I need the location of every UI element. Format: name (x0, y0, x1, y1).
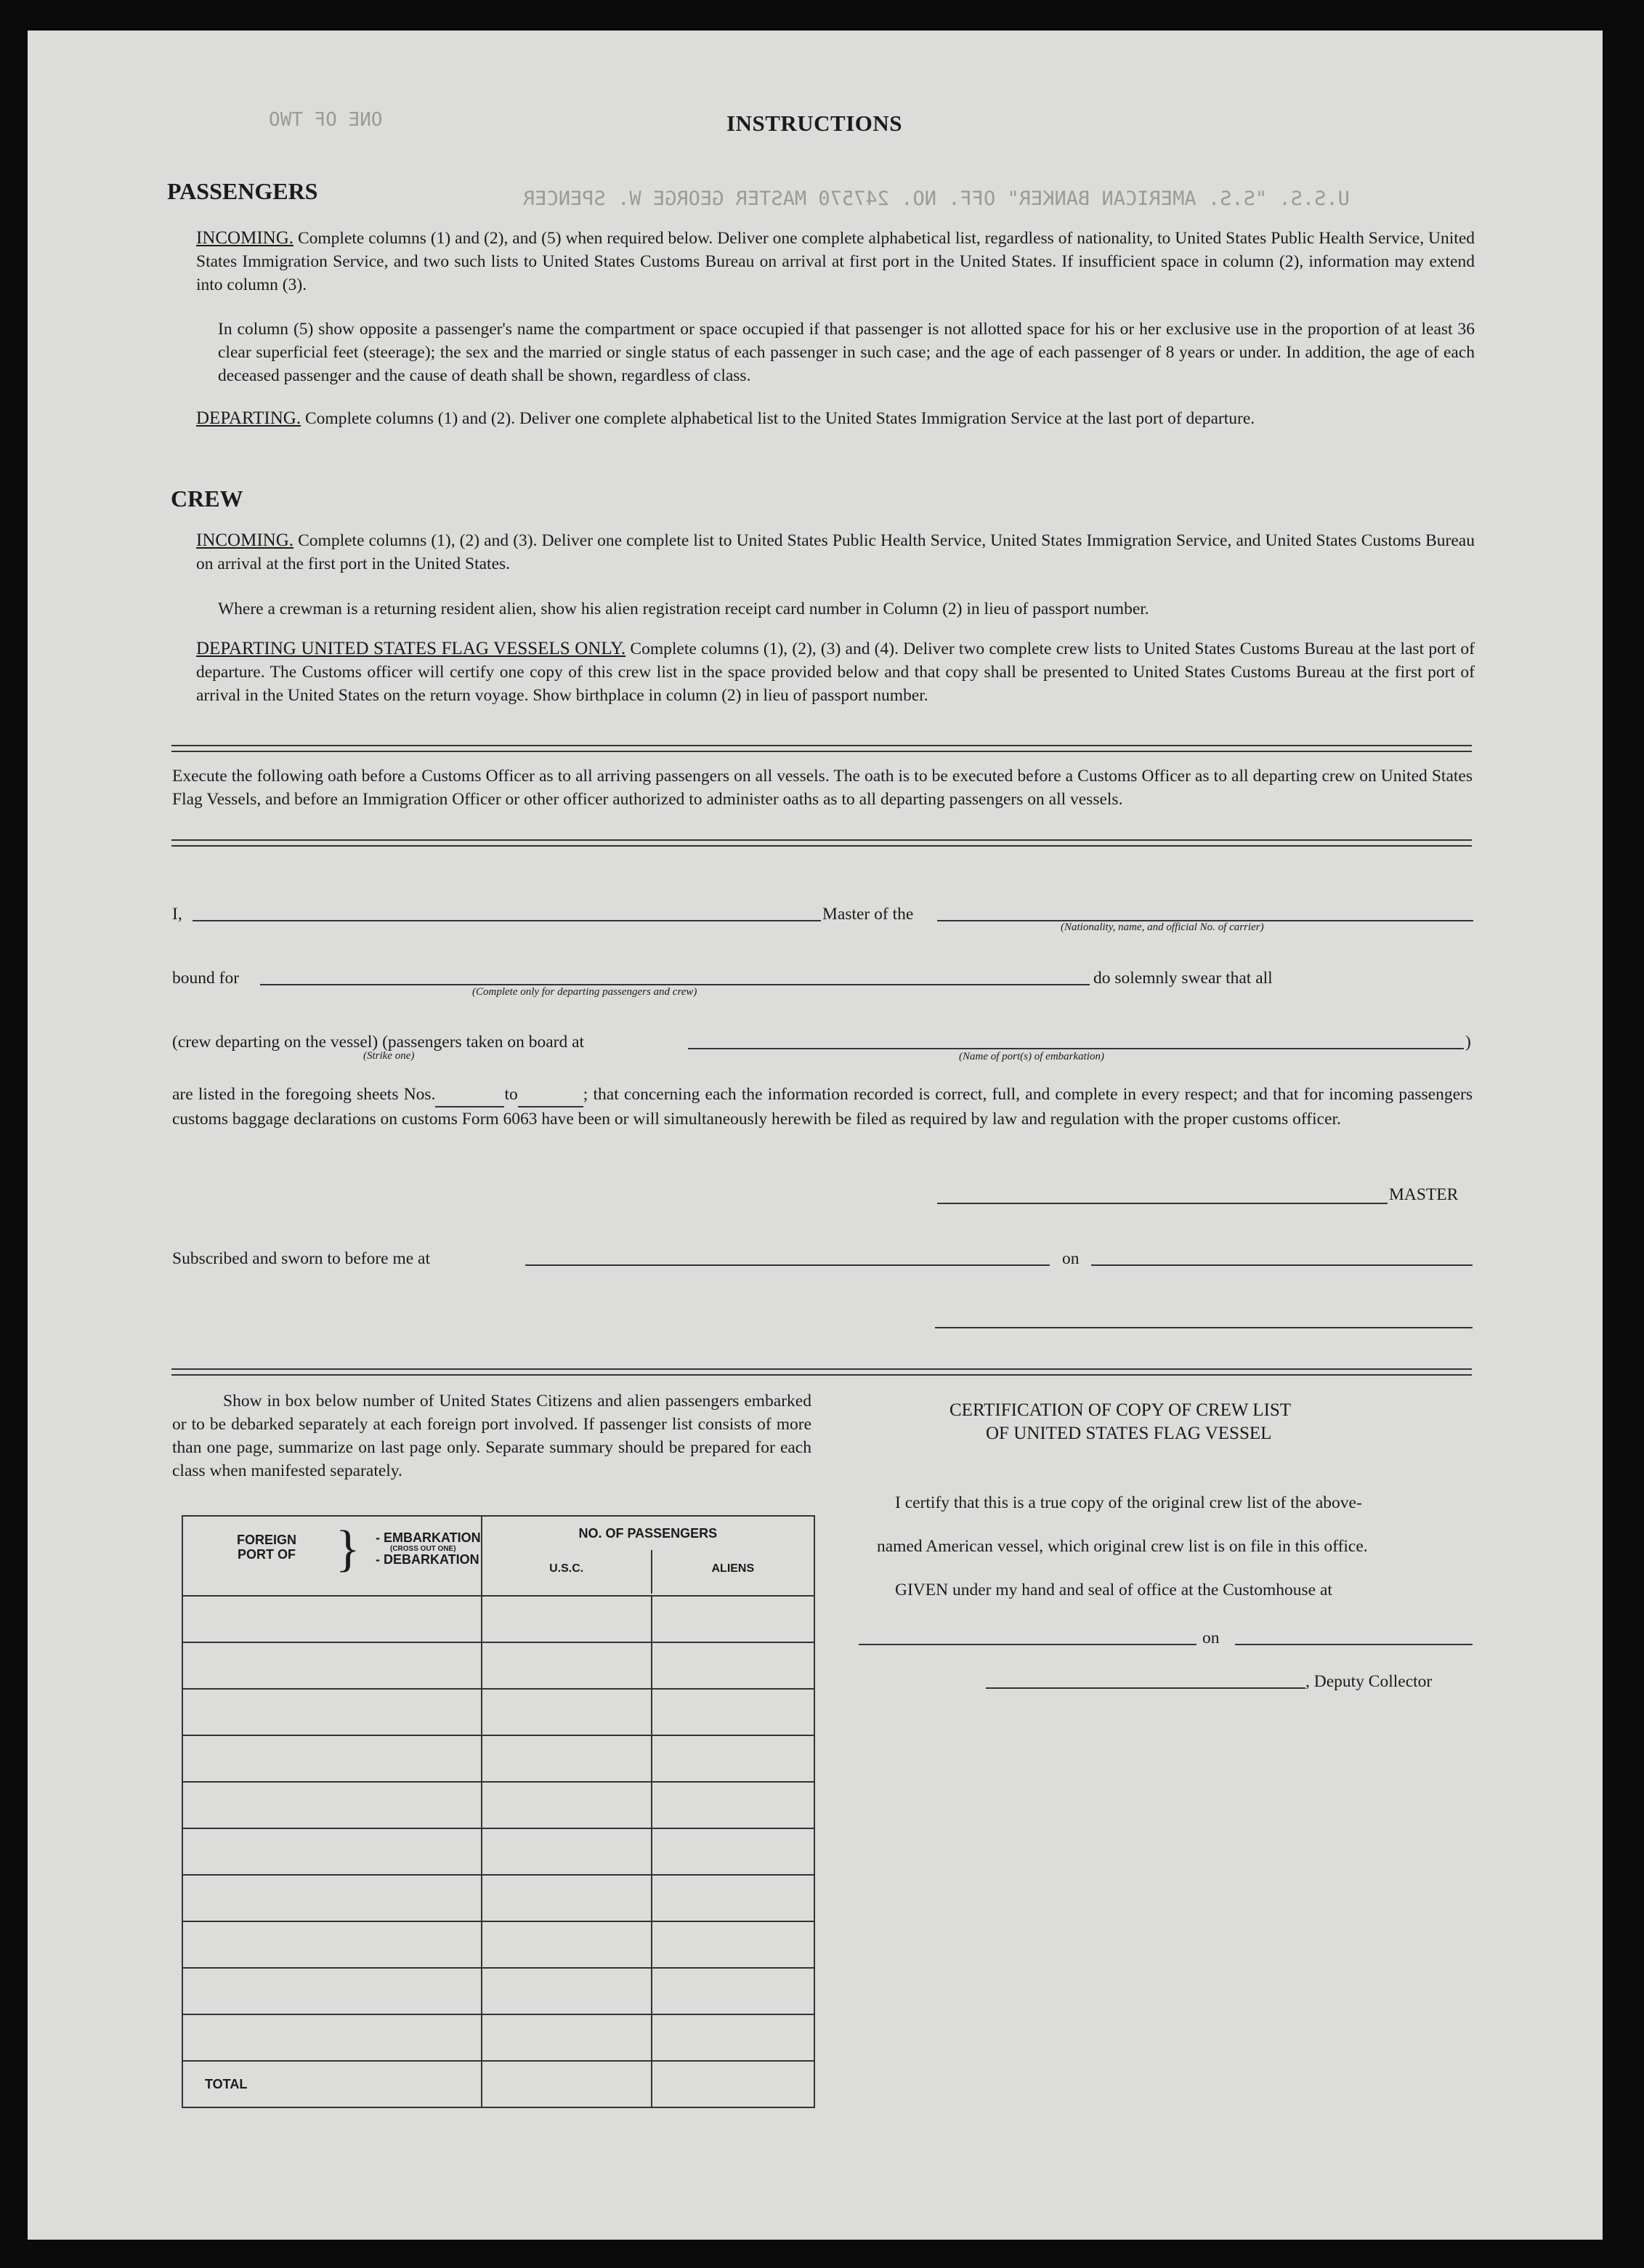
sworn-date-field[interactable] (1091, 1264, 1473, 1266)
master-of-label: Master of the (822, 905, 914, 924)
crew-departing-paragraph (196, 637, 1475, 707)
master-name-field[interactable] (193, 920, 821, 921)
customhouse-field[interactable] (859, 1644, 1196, 1645)
table-row (182, 1689, 814, 1735)
table-row (182, 1921, 814, 1968)
brace-glyph: } (336, 1521, 360, 1577)
passengers-departing-label: DEPARTING. (196, 408, 301, 428)
passengers-departing-paragraph (196, 407, 1475, 430)
page-title: INSTRUCTIONS (726, 110, 903, 136)
subscribed-label: Subscribed and sworn to before me at (172, 1249, 431, 1268)
passengers-departing-text: Complete columns (1) and (2). Deliver one complete alphabetical list to the United States Immigration Service at the last port of departure. (305, 409, 1255, 428)
carrier-note: (Nationality, name, and official No. of carrier) (1061, 921, 1264, 933)
embark-debark-header: } - EMBARKATION (CROSS OUT ONE) - DEBARKATION (350, 1516, 482, 1596)
oath-i-label: I, (172, 905, 182, 924)
listed-paragraph (172, 1083, 1473, 1131)
divider-double (171, 1368, 1472, 1376)
certification-line-1: I certify that this is a true copy of the original crew list of the above- (895, 1493, 1362, 1512)
sworn-on-label: on (1062, 1249, 1080, 1268)
aliens-header: ALIENS (651, 1550, 814, 1594)
bleed-through-top-left: ONE OF TWO (269, 109, 383, 131)
sheet-from-field[interactable] (435, 1083, 504, 1107)
listed-to: to (504, 1085, 518, 1104)
certification-heading-2: OF UNITED STATES FLAG VESSEL (986, 1424, 1272, 1443)
crew-passengers-label: (crew departing on the vessel) (passengers taken on board at (172, 1033, 585, 1052)
deputy-collector-label: , Deputy Collector (1305, 1672, 1433, 1691)
crew-departing-text: Complete columns (1), (2), (3) and (4). Deliver two complete crew lists to United States Customs Bureau at the last port of departure. The Customs officer will certify one copy of this crew list in the space provided below and that copy shall be presented to United States Customs Bureau at the first port of arrival in the United States on the return voyage. Show birthplace in column (2) in lieu of passport number. (196, 639, 1475, 705)
table-row (182, 2014, 814, 2061)
crew-incoming-text: Complete columns (1), (2) and (3). Deliver one complete list to United States Public Health Service, United States Immigration Service, and United States Customs Bureau on arrival at the first port in the United States. (196, 531, 1475, 573)
sworn-location-field[interactable] (525, 1264, 1050, 1266)
table-row (182, 1782, 814, 1828)
embarkation-ports-field[interactable] (688, 1048, 1464, 1049)
no-passengers-header: NO. OF PASSENGERS U.S.C. ALIENS (482, 1516, 814, 1596)
strike-one-note: (Strike one) (363, 1050, 415, 1062)
master-label: MASTER (1389, 1185, 1459, 1204)
usc-header: U.S.C. (549, 1562, 584, 1575)
divider-double (171, 745, 1472, 752)
close-paren: ) (1465, 1033, 1471, 1052)
deputy-collector-signature-field[interactable] (986, 1687, 1305, 1689)
officer-signature-field[interactable] (935, 1327, 1473, 1328)
certification-line-2: named American vessel, which original crew list is on file in this office. (877, 1537, 1368, 1556)
table-row (182, 1968, 814, 2014)
swear-label: do solemnly swear that all (1093, 969, 1273, 988)
total-label: TOTAL (205, 2076, 248, 2091)
passengers-incoming-paragraph (196, 227, 1475, 296)
sheet-to-field[interactable] (518, 1083, 583, 1107)
table-row (182, 1735, 814, 1782)
foreign-port-header: FOREIGN PORT OF (182, 1516, 350, 1596)
departing-note: (Complete only for departing passengers and crew) (472, 986, 697, 998)
ports-note: (Name of port(s) of embarkation) (959, 1051, 1104, 1062)
bound-for-field[interactable] (260, 984, 1090, 985)
certification-on-label: on (1202, 1629, 1220, 1647)
crew-incoming-paragraph (196, 529, 1475, 576)
bound-for-label: bound for (172, 969, 240, 988)
bleed-through-header: U.S.S. "S.S. AMERICAN BANKER" OFF. NO. 247570 MASTER GEORGE W. SPENCER (523, 187, 1350, 210)
table-row-total (182, 2061, 814, 2107)
crew-heading: CREW (171, 485, 243, 512)
summary-instructions: Show in box below number of United States Citizens and alien passengers embarked or to be debarked separately at each foreign port involved. If passenger list consists of more than one page, summarize on last page only. Separate summary should be prepared for each class when manifested separately. (172, 1392, 811, 1480)
table-row (182, 1642, 814, 1689)
table-row (182, 1828, 814, 1875)
listed-text-b: ; that concerning each the information recorded is correct, full, and complete in every respect; and that for incoming passengers customs baggage declarations on customs Form 6063 have been or will simultaneously herewith be filed as required by law and regulation with the proper customs officer. (172, 1085, 1473, 1129)
crew-departing-label: DEPARTING UNITED STATES FLAG VESSELS ONLY. (196, 639, 626, 658)
table-row (182, 1875, 814, 1921)
passengers-incoming-label: INCOMING. (196, 228, 294, 248)
passengers-heading: PASSENGERS (167, 178, 318, 204)
listed-text-a: are listed in the foregoing sheets Nos. (172, 1085, 436, 1104)
passenger-summary-table (182, 1515, 815, 2108)
oath-intro: Execute the following oath before a Customs Officer as to all arriving passengers on all vessels. The oath is to be executed before a Customs Officer as to all departing crew on United States Flag Vessels, and before an Immigration Officer or other officer authorized to administer oaths as to all departing passengers on all vessels. (172, 767, 1473, 809)
certification-line-3: GIVEN under my hand and seal of office at the Customhouse at (895, 1581, 1332, 1599)
crew-alien-paragraph: Where a crewman is a returning resident alien, show his alien registration receipt card number in Column (2) in lieu of passport number. (218, 600, 1149, 618)
crew-incoming-label: INCOMING. (196, 530, 294, 550)
divider-double (171, 839, 1472, 847)
passengers-column5-paragraph: In column (5) show opposite a passenger's name the compartment or space occupied if that passenger is not allotted space for his or her exclusive use in the proportion of at least 36 clear superficial feet (steerage); the sex and the married or single status of each passenger in such case; and the age of each passenger of 8 years or under. In addition, the age of each deceased passenger and the cause of death shall be shown, regardless of class. (218, 320, 1475, 385)
passengers-incoming-text: Complete columns (1) and (2), and (5) when required below. Deliver one complete alphabetical list, regardless of nationality, to United States Public Health Service, United States Immigration Service, and two such lists to United States Customs Bureau on arrival at first port in the United States. If insufficient space in column (2), information may extend into column (3). (196, 229, 1475, 294)
table-row (182, 1596, 814, 1642)
certification-heading-1: CERTIFICATION OF COPY OF CREW LIST (949, 1400, 1292, 1420)
certification-date-field[interactable] (1235, 1644, 1473, 1645)
master-signature-field[interactable] (937, 1203, 1388, 1204)
